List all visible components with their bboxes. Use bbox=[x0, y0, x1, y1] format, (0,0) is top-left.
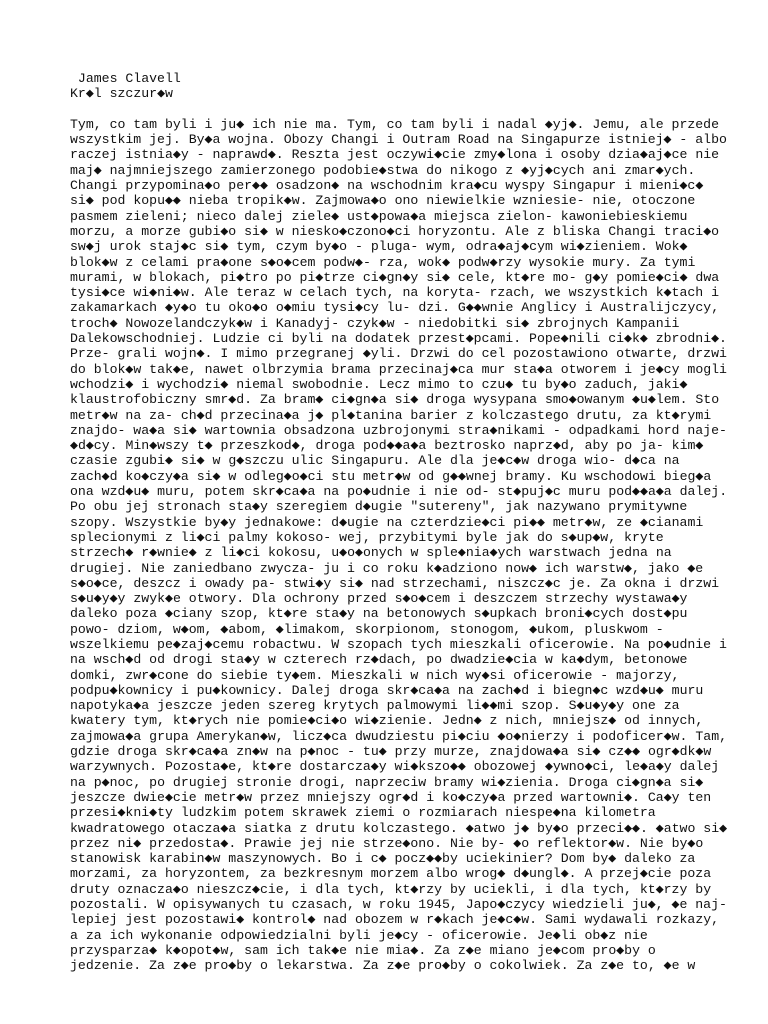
text-line: troch◆ Nowozelandczyk◆w i Kanadyj- czyk◆w - niedobitki si◆ zbrojnych Kampanii bbox=[70, 315, 680, 331]
document-page bbox=[70, 71, 728, 974]
text-line: kwadratowego otacza◆a siatka z drutu kolczastego. ◆atwo j◆ by◆o przeci◆◆. ◆atwo si◆ bbox=[70, 820, 728, 836]
text-line: do blok◆w tak◆e, nawet olbrzymia brama przecinaj◆ca mur sta◆a otworem i je◆cy mogli bbox=[70, 361, 727, 377]
text-line: wszystkim jej. By◆a wojna. Obozy Changi i Outram Road na Singapurze istniej◆ - albo bbox=[70, 132, 727, 148]
text-line: metr◆w na za- ch◆d przecina◆a j◆ pl◆tanina barier z kolczastego drutu, za kt◆rymi bbox=[70, 407, 712, 423]
text-line: blok◆w z celami pra◆one s◆o◆cem podw◆- rza, wok◆ podw◆rzy wysokie mury. Za tymi bbox=[70, 254, 696, 270]
text-line: na p◆noc, po drugiej stronie drogi, naprzeciw bramy wi◆zienia. Droga ci◆gn◆a si◆ bbox=[70, 774, 704, 790]
text-line: strzech◆ r◆wnie◆ z li◆ci kokosu, u◆o◆onych w sple◆nia◆ych warstwach jedna na bbox=[70, 545, 672, 561]
title-line: Kr◆l szczur◆w bbox=[70, 86, 173, 102]
text-line: przesi◆kni◆ty ludzkim potem skrawek ziemi o rozmiarach niespe◆na kilometra bbox=[70, 805, 656, 821]
text-line: na wsch◆d od drogi sta◆y w czterech rz◆dach, po dwadzie◆cia w ka◆dym, betonowe bbox=[70, 652, 688, 668]
text-line: raczej istnia◆y - naprawd◆. Reszta jest oczywi◆cie zmy◆lona i osoby dzia◆aj◆ce nie bbox=[70, 147, 720, 163]
text-line: si◆ pod kopu◆◆ nieba tropik◆w. Zajmowa◆o ono niewielkie wzniesie- nie, otoczone bbox=[70, 193, 696, 209]
text-line: Dalekowschodniej. Ludzie ci byli na dodatek przest◆pcami. Pope◆nili ci◆k◆ zbrodni◆. bbox=[70, 331, 727, 347]
text-line: maj◆ najmniejszego zamierzonego podobie◆stwa do nikogo z ◆yj◆cych ani zmar◆ych. bbox=[70, 162, 696, 178]
text-line: morzu, a morze gubi◆o si◆ w niesko◆czono◆ci horyzontu. Ale z bliska Changi traci◆o bbox=[70, 223, 720, 239]
text-line: szopy. Wszystkie by◆y jednakowe: d◆ugie na czterdzie◆ci pi◆◆ metr◆w, ze ◆cianami bbox=[70, 514, 704, 530]
text-line: pozostali. W opisywanych tu czasach, w roku 1945, Japo◆czycy wiedzieli ju◆, ◆e naj- bbox=[70, 897, 727, 913]
text-line: gdzie droga skr◆ca◆a zn◆w na p◆noc - tu◆ przy murze, znajdowa◆a si◆ cz◆◆ ogr◆dk◆w bbox=[70, 744, 712, 760]
text-line: Po obu jej stronach sta◆y szeregiem d◆ugie "sutereny", jak nazywano prymitywne bbox=[70, 499, 688, 515]
text-line: przysparza◆ k◆opot◆w, sam ich tak◆e nie mia◆. Za z◆e miano je◆com pro◆by o bbox=[70, 942, 656, 958]
text-line: daleko poza ◆ciany szop, kt◆re sta◆y na betonowych s◆upkach broni◆cych dost◆pu bbox=[70, 606, 688, 622]
text-line: wszelkiemu pe◆zaj◆cemu robactwu. W szopach tych mieszkali oficerowie. Na po◆udnie i bbox=[70, 636, 727, 652]
text-line: napotyka◆a jeszcze jeden szereg krytych palmowymi li◆◆mi szop. S◆u◆y◆y one za bbox=[70, 698, 680, 714]
text-line: podpu◆kownicy i pu◆kownicy. Dalej droga skr◆ca◆a na zach◆d i biegn◆c wzd◆u◆ muru bbox=[70, 682, 704, 698]
text-line: druty oznacza◆o nieszcz◆cie, i dla tych, kt◆rzy by uciekli, i dla tych, kt◆rzy by bbox=[70, 881, 712, 897]
text-line: Tym, co tam byli i ju◆ ich nie ma. Tym, co tam byli i nadal ◆yj◆. Jemu, ale przede bbox=[70, 116, 720, 132]
text-line: powo- dziom, w◆om, ◆abom, ◆limakom, skorpionom, stonogom, ◆ukom, pluskwom - bbox=[70, 621, 664, 637]
text-line: domki, zwr◆cone do siebie ty◆em. Mieszkali w nich wy◆si oficerowie - majorzy, bbox=[70, 667, 680, 683]
text-line: przez ni◆ przedosta◆. Prawie jej nie strze◆ono. Nie by- ◆o reflektor◆w. Nie by◆o bbox=[70, 835, 704, 851]
text-line: Changi przypomina◆o per◆◆ osadzon◆ na wschodnim kra◆cu wyspy Singapur i mieni◆c◆ bbox=[70, 178, 704, 194]
text-line: stanowisk karabin◆w maszynowych. Bo i c◆ pocz◆◆by uciekinier? Dom by◆ daleko za bbox=[70, 851, 696, 867]
text-line: ona wzd◆u◆ muru, potem skr◆ca◆a na po◆udnie i nie od- st◆puj◆c muru pod◆◆a◆a dalej. bbox=[70, 484, 728, 500]
paragraph-spacer bbox=[70, 102, 710, 117]
text-line: znajdo- wa◆a si◆ wartownia obsadzona uzbrojonymi stra◆nikami - odpadkami hord naje- bbox=[70, 422, 727, 438]
text-line: jeszcze dwie◆cie metr◆w przez mniejszy ogr◆d i ko◆czy◆a przed wartowni◆. Ca◆y ten bbox=[70, 789, 712, 805]
text-line: splecionymi z li◆ci palmy kokoso- wej, przybitymi byle jak do s◆up◆w, kryte bbox=[70, 529, 664, 545]
text-line: zach◆d ko◆czy◆a si◆ w odleg◆o◆ci stu metr◆w od g◆◆wnej bramy. Ku wschodowi bieg◆a bbox=[70, 468, 712, 484]
text-line: zakamarkach ◆y◆o tu oko◆o o◆miu tysi◆cy lu- dzi. G◆◆wnie Anglicy i Australijczycy, bbox=[70, 300, 720, 316]
text-line: klaustrofobiczny smr◆d. Za bram◆ ci◆gn◆a si◆ droga wysypana smo◆owanym ◆u◆lem. Sto bbox=[70, 392, 720, 408]
text-line: zajmowa◆a grupa Amerykan◆w, licz◆ca dwudziestu pi◆ciu ◆o◆nierzy i podoficer◆w. Tam, bbox=[70, 728, 728, 744]
text-line: ◆d◆cy. Min◆wszy t◆ przeszkod◆, droga pod◆◆a◆a beztrosko naprz◆d, aby po ja- kim◆ bbox=[70, 438, 704, 454]
text-line: s◆u◆y◆y zwyk◆e otwory. Dla ochrony przed s◆o◆cem i deszczem strzechy wystawa◆y bbox=[70, 591, 688, 607]
text-line: wchodzi◆ i wychodzi◆ niemal swobodnie. Lecz mimo to czu◆ tu by◆o zaduch, jaki◆ bbox=[70, 376, 688, 392]
text-line: jedzenie. Za z◆e pro◆by o lekarstwa. Za z◆e pro◆by o cokolwiek. Za z◆e to, ◆e w bbox=[70, 958, 696, 974]
text-line: murami, w blokach, pi◆tro po pi◆trze ci◆gn◆y si◆ cele, kt◆re mo- g◆y pomie◆ci◆ dwa bbox=[70, 269, 720, 285]
text-line: morzami, za horyzontem, za bezkresnym morzem albo wrog◆ d◆ungl◆. A przej◆cie poza bbox=[70, 866, 712, 882]
text-line: pasmem zieleni; nieco dalej ziele◆ ust◆powa◆a miejsca zielon- kawoniebieskiemu bbox=[70, 208, 688, 224]
text-line: kwatery tym, kt◆rych nie pomie◆ci◆o wi◆zienie. Jedn◆ z nich, mniejsz◆ od innych, bbox=[70, 713, 704, 729]
text-line: warzywnych. Pozosta◆e, kt◆re dostarcza◆y wi◆kszo◆◆ obozowej ◆ywno◆ci, le◆a◆y dalej bbox=[70, 759, 720, 775]
author-line: James Clavell bbox=[70, 71, 181, 86]
text-line: a za ich wykonanie odpowiedzialni byli je◆cy - oficerowie. Je◆li ob◆z nie bbox=[70, 927, 648, 943]
text-line: s◆o◆ce, deszcz i owady pa- stwi◆y si◆ nad strzechami, niszcz◆c je. Za okna i drzwi bbox=[70, 575, 720, 591]
body-text bbox=[70, 116, 728, 974]
text-line: drugiej. Nie zaniedbano zwycza- ju i co roku k◆adziono now◆ ich warstw◆, jako ◆e bbox=[70, 560, 704, 576]
text-line: lepiej jest pozostawi◆ kontrol◆ nad obozem w r◆kach je◆c◆w. Sami wydawali rozkazy, bbox=[70, 912, 720, 928]
text-line: Prze- grali wojn◆. I mimo przegranej ◆yli. Drzwi do cel pozostawiono otwarte, drzwi bbox=[70, 346, 727, 362]
text-line: tysi◆ce wi◆ni◆w. Ale teraz w celach tych, na koryta- rzach, we wszystkich k◆tach i bbox=[70, 285, 720, 301]
text-line: czasie zgubi◆ si◆ w g◆szczu ulic Singapuru. Ale dla je◆c◆w droga wio- d◆ca na bbox=[70, 453, 680, 469]
text-line: sw◆j urok staj◆c si◆ tym, czym by◆o - pluga- wym, odra◆aj◆cym wi◆zieniem. Wok◆ bbox=[70, 239, 688, 255]
